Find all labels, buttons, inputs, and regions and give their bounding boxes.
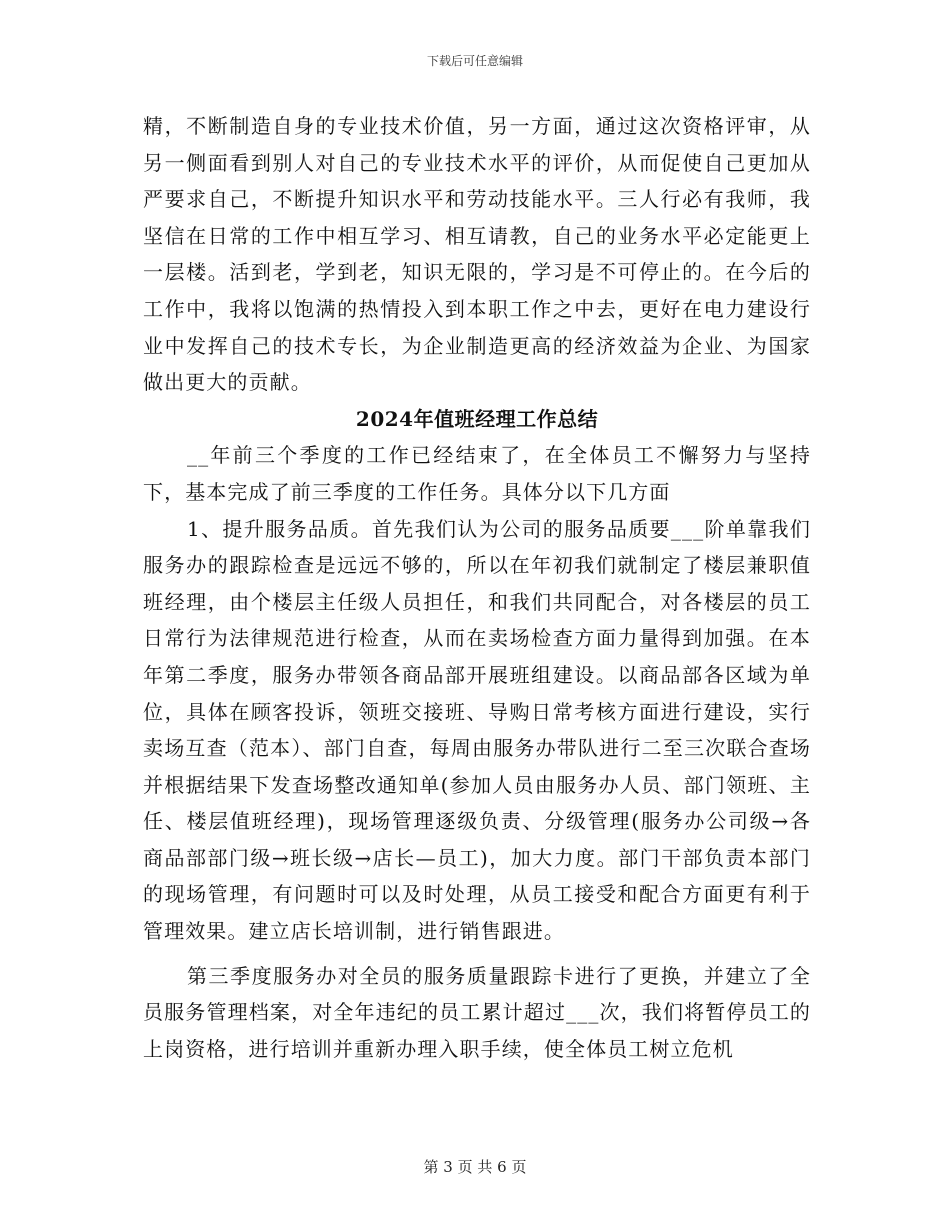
paragraph-q3: 第三季度服务办对全员的服务质量跟踪卡进行了更换，并建立了全员服务管理档案，对全年违纪的员工累计超过___次，我们将暂停员工的上岗资格，进行培训并重新办理入职手续，使全体员工树立危机 <box>143 963 811 1061</box>
paragraph-point-1: 1、提升服务品质。首先我们认为公司的服务品质要___阶单靠我们服务办的跟踪检查是远远不够的，所以在年初我们就制定了楼层兼职值班经理，由个楼层主任级人员担任，和我们共同配合，对各楼层的员工日常行为法律规范进行检查，从而在卖场检查方面力量得到加强。在本年第二季度，服务办带领各商品部开展班组建设。以商品部各区域为单位，具体在顾客投诉，领班交接班、导购日常考核方面进行建设，实行卖场互查（范本）、部门自查，每周由服务办带队进行二至三次联合查场并根据结果下发查场整改通知单(参加人员由服务办人员、部门领班、主任、楼层值班经理)，现场管理逐级负责、分级管理(服务办公司级→各商品部部门级→班长级→店长—员工)，加大力度。部门干部负责本部门的现场管理，有问题时可以及时处理，从员工接受和配合方面更有利于管理效果。建立店长培训制，进行销售跟进。 <box>143 516 812 944</box>
document-body <box>143 108 811 1067</box>
page-footer: 第 3 页 共 6 页 <box>423 1158 527 1176</box>
page-header: 下载后可任意编辑 <box>426 54 523 68</box>
section-title: 2024年值班经理工作总结 <box>355 406 599 431</box>
paragraph-continued: 精，不断制造自身的专业技术价值，另一方面，通过这次资格评审，从另一侧面看到别人对自己的专业技术水平的评价，从而促使自己更加从严要求自己，不断提升知识水平和劳动技能水平。三人行必有我师，我坚信在日常的工作中相互学习、相互请教，自己的业务水平必定能更上一层楼。活到老，学到老，知识无限的，学习是不可停止的。在今后的工作中，我将以饱满的热情投入到本职工作之中去，更好在电力建设行业中发挥自己的技术专长，为企业制造更高的经济效益为企业、为国家做出更大的贡献。 <box>143 114 811 395</box>
paragraph-intro: __年前三个季度的工作已经结束了，在全体员工不懈努力与坚持下，基本完成了前三季度的工作任务。具体分以下几方面 <box>143 443 811 504</box>
